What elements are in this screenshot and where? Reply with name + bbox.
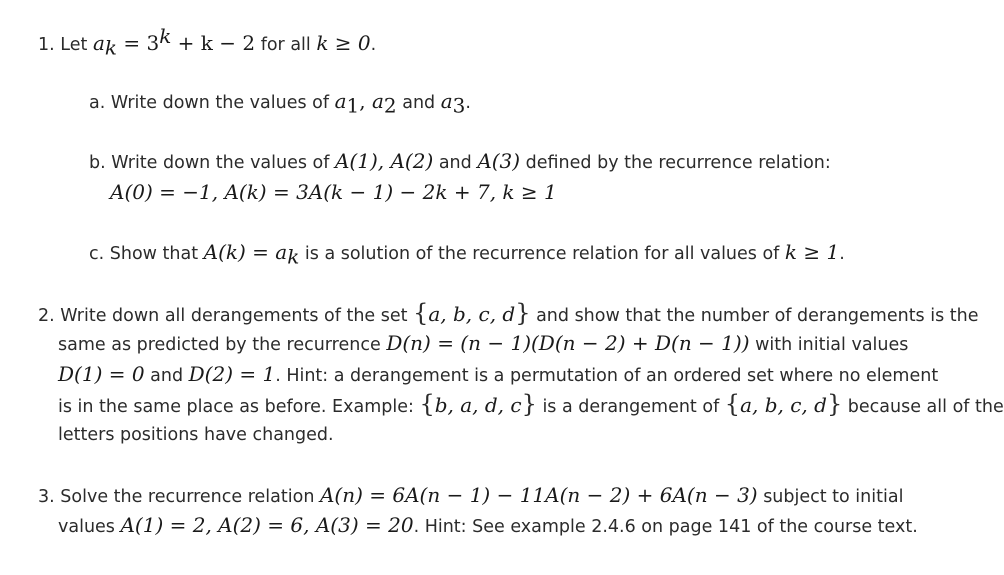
formula-a: a [92,31,105,55]
problem-2-line-4: is in the same place as before. Example: {b, a, d, c} is a derangement of {a, b, c, d} because all of the [58,390,1004,418]
part-text: defined by the recurrence relation: [520,153,831,173]
initial-value-2: D(2) = 1 [188,362,276,386]
problem-2-line-3 [58,359,938,391]
initial-value-1: D(1) = 0 [58,362,145,386]
problem-intro: Let [60,35,88,55]
conjunction: and [396,93,441,113]
term-a1-subscript: 1 [346,93,360,118]
term-a3-subscript: 3 [452,93,466,118]
part-label: a. Write down the values of [89,93,335,113]
part-1b [89,146,831,178]
problem-text: is in the same place as before. Example: [58,397,420,417]
period: . [370,35,377,55]
problem-text: . Hint: a derangement is a permutation of an ordered set where no element [275,366,939,386]
formula-exponent: k [159,24,172,49]
expression-a1-a2: A(1), A(2) [334,149,434,173]
problem-text: values [58,517,121,537]
problem-number: 2. [38,306,55,326]
problem-3-line-2 [58,510,918,542]
problem-2-line-1: 2. Write down all derangements of the set {a, b, c, d} and show that the number of derangements is the [38,299,979,327]
problem-text: letters positions have changed. [58,425,334,445]
problem-text: . Hint: See example 2.4.6 on page 141 of the course text. [413,517,918,537]
part-1a [89,86,471,118]
period: . [839,244,845,264]
problem-text: because all of the [842,397,1004,417]
part-label: c. Show that [89,244,204,264]
problem-3-line-1 [38,480,903,512]
formula-definition-rest: + k − 2 [171,31,256,55]
part-label: b. Write down the values of [89,153,335,173]
problem-text: same as predicted by the recurrence [58,335,387,355]
problem-2-line-5 [58,420,334,450]
set-abcd: a, b, c, d [740,393,827,417]
part-text: is a solution of the recurrence relation for all values of [299,244,785,264]
part-1c [89,237,845,269]
problem-text: with initial values [749,335,909,355]
term-a3: a [440,89,453,113]
term-a1: a [334,89,347,113]
recurrence-relation-1 [110,177,557,209]
derangement-recurrence: D(n) = (n − 1)(D(n − 2) + D(n − 1)) [386,331,750,355]
conjunction: and [433,153,478,173]
set-abcd: a, b, c, d [428,302,516,326]
expression-a3: A(3) [477,149,521,173]
problem-number: 3. [38,487,55,507]
condition: k ≥ 0 [316,31,371,55]
condition: k ≥ 1 [784,240,840,264]
problem-text: and show that the number of derangements is the [530,306,979,326]
problem-number: 1. [38,35,55,55]
separator: , [359,89,372,113]
problem-text: Solve the recurrence relation [60,487,320,507]
example-set: b, a, d, c [434,393,522,417]
period: . [465,93,471,113]
problem-1-statement [38,24,377,60]
formula-a-subscript: k [104,35,117,60]
problem-text: Write down all derangements of the set [60,306,414,326]
recurrence-formula-3: A(n) = 6A(n − 1) − 11A(n − 2) + 6A(n − 3) [319,483,758,507]
problem-text: subject to initial [757,487,904,507]
recurrence-formula: A(0) = −1, A(k) = 3A(k − 1) − 2k + 7, k ≥ 1 [110,180,557,204]
solution-expression: A(k) = a [203,240,288,264]
solution-subscript: k [287,244,300,269]
formula-definition: = 3 [117,31,160,55]
problem-text: is a derangement of [536,397,725,417]
problem-2-line-2 [58,328,908,360]
term-a2: a [371,89,384,113]
problem-text: for all [255,35,317,55]
initial-values-3: A(1) = 2, A(2) = 6, A(3) = 20 [120,513,414,537]
conjunction: and [144,366,189,386]
term-a2-subscript: 2 [383,93,397,118]
